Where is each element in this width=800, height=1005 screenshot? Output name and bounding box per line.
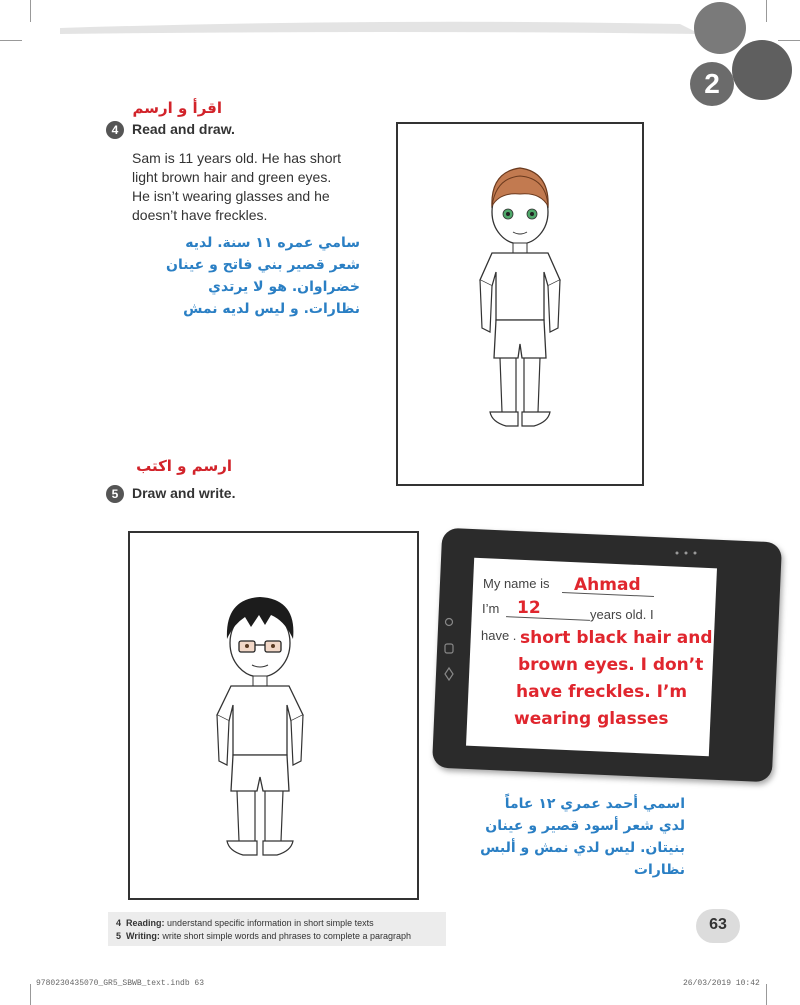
exercise4-text <box>132 149 372 225</box>
exercise4-text-line: doesn’t have freckles. <box>132 207 268 223</box>
footer-text: understand specific information in short simple texts <box>164 918 374 928</box>
footer-objective-writing <box>116 931 411 941</box>
exercise4-text-line: He isn’t wearing glasses and he <box>132 188 330 204</box>
crop-mark <box>766 984 767 1005</box>
footer-text: write short simple words and phrases to complete a paragraph <box>159 931 411 941</box>
answer-description-line: wearing glasses <box>514 709 669 729</box>
tablet-side-buttons <box>440 610 460 700</box>
tablet-line3-prefix: have . <box>481 628 517 643</box>
unit-number-badge: 2 <box>690 62 734 106</box>
footer-number: 5 <box>116 931 122 941</box>
arabic-line: نظارات <box>633 862 685 878</box>
arabic-line: لدي شعر أسود قصير و عينان <box>485 818 685 834</box>
tablet-line1-prefix: My name is <box>483 576 550 591</box>
arabic-line: شعر قصير بني فاتح و عينان <box>166 257 360 273</box>
footer-objective-reading <box>116 918 374 928</box>
exercise4-text-line: Sam is 11 years old. He has short <box>132 150 342 166</box>
boy-illustration-ahmad <box>205 585 315 875</box>
arabic-line: سامي عمره ١١ سنة. لديه <box>185 235 360 251</box>
tablet-line2-suffix: years old. I <box>590 607 654 622</box>
answer-name: Ahmad <box>574 575 641 595</box>
header-swoosh <box>0 0 800 130</box>
answer-description-line: brown eyes. I don’t <box>518 655 704 675</box>
exercise4-arabic-translation <box>150 232 360 320</box>
boy-illustration-sam <box>470 150 570 450</box>
exercise4-arabic-title: اقرأ و ارسم <box>132 99 222 117</box>
footer-label: Writing: <box>126 931 160 941</box>
answer-age: 12 <box>517 598 541 618</box>
tablet-top-dots <box>672 547 702 559</box>
tablet-line2-prefix: I’m <box>482 601 500 616</box>
arabic-line: خضراوان. هو لا يرتدي <box>208 279 360 295</box>
page-number: 63 <box>709 916 727 933</box>
answer-description-line: have freckles. I’m <box>516 682 688 702</box>
footer-label: Reading: <box>126 918 165 928</box>
print-slug-date: 26/03/2019 10:42 <box>683 979 760 988</box>
arabic-line: اسمي أحمد عمري ١٢ عاماً <box>504 796 685 812</box>
arabic-line: نظارات. و ليس لديه نمش <box>183 301 360 317</box>
exercise4-title: Read and draw. <box>132 121 235 137</box>
footer-number: 4 <box>116 918 122 928</box>
exercise4-number: 4 <box>106 121 124 139</box>
exercise5-title: Draw and write. <box>132 485 236 501</box>
arabic-line: بنيتان. ليس لدي نمش و ألبس <box>480 840 685 856</box>
exercise4-text-line: light brown hair and green eyes. <box>132 169 332 185</box>
exercise5-arabic-title: ارسم و اكتب <box>136 457 232 475</box>
exercise5-number: 5 <box>106 485 124 503</box>
exercise5-arabic-translation <box>470 793 685 881</box>
answer-description-line: short black hair and <box>520 628 713 648</box>
print-slug-file: 9780230435070_GR5_SBWB_text.indb 63 <box>36 979 205 988</box>
crop-mark <box>30 984 31 1005</box>
